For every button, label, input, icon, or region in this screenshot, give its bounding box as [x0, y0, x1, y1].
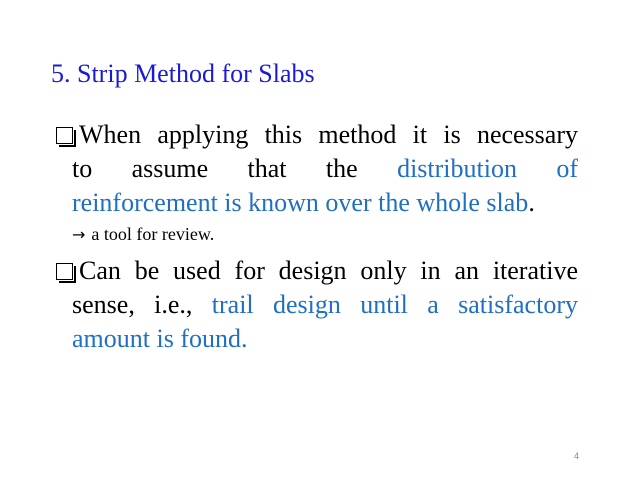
bullet-1-line-3-end: . — [528, 188, 535, 217]
bullet-1-line-3-highlight: reinforcement is known over the whole slab — [72, 188, 529, 217]
bullet-1-line-2-text: to assume that the — [72, 154, 398, 183]
checkbox-bullet-icon — [56, 127, 73, 144]
bullet-1-line-3 — [56, 186, 578, 220]
bullet-1-line-1-text: When applying this method it is necessary — [79, 120, 578, 149]
bullet-2-line-3 — [56, 322, 578, 356]
slide-title: 5. Strip Method for Slabs — [51, 59, 315, 88]
bullet-point-2 — [56, 254, 578, 356]
bullet-point-1 — [56, 118, 578, 220]
page-number: 4 — [574, 451, 580, 461]
checkbox-bullet-icon — [56, 263, 73, 280]
bullet-2-line-2 — [56, 288, 578, 322]
bullet-1-line-2-highlight: distribution of — [397, 154, 578, 183]
bullet-2-line-2-text: sense, i.e., — [72, 290, 212, 319]
bullet-1-line-1 — [56, 118, 578, 152]
sub-point — [72, 222, 214, 247]
sub-point-text: a tool for review. — [91, 224, 215, 244]
bullet-2-line-1-text: Can be used for design only in an iterative — [79, 256, 578, 285]
bullet-2-line-3-highlight: amount is found. — [72, 324, 248, 353]
bullet-1-line-2 — [56, 152, 578, 186]
right-arrow-icon: → — [72, 225, 86, 244]
bullet-2-line-1 — [56, 254, 578, 288]
bullet-2-line-2-highlight: trail design until a satisfactory — [211, 290, 578, 319]
